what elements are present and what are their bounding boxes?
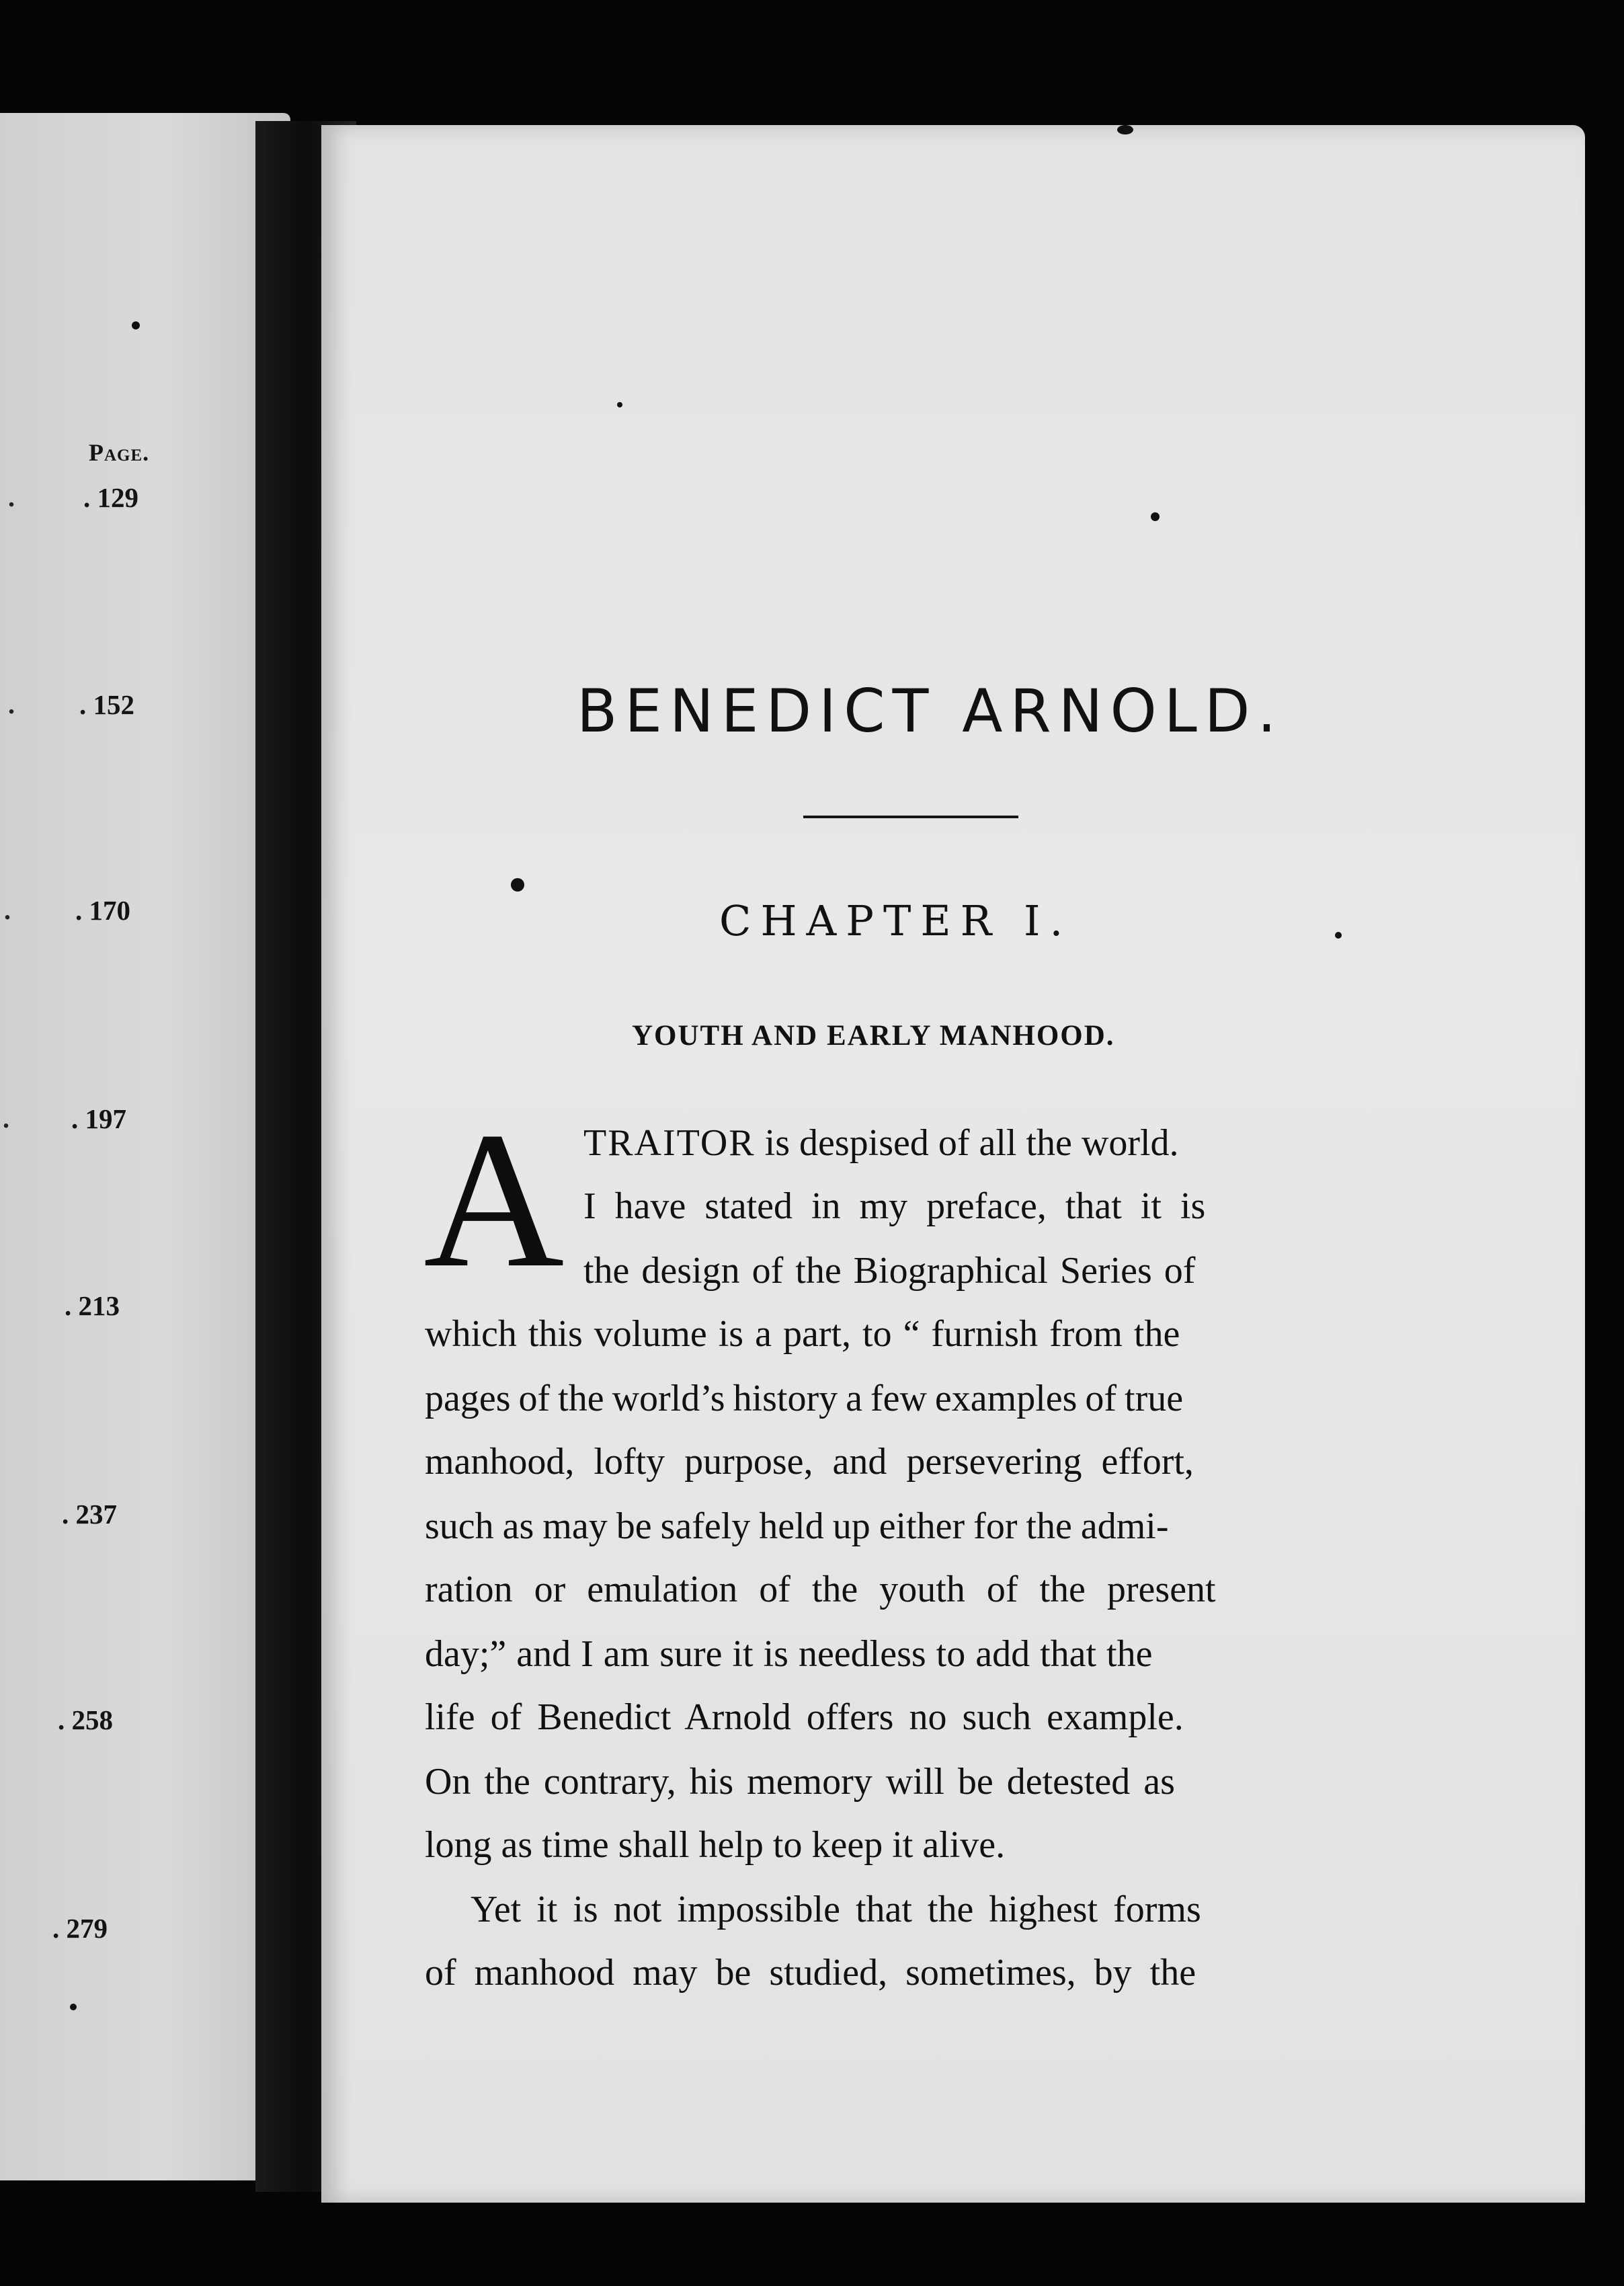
toc-page-number: . 279	[52, 1913, 108, 1944]
toc-leader-dot: .	[3, 1103, 9, 1134]
toc-page-number: . 197	[71, 1103, 126, 1134]
paragraph-line: long as time shall help to keep it alive.	[425, 1824, 1006, 1866]
paragraph-line: manhood, lofty purpose, and persevering effort,	[425, 1441, 1194, 1483]
toc-leader-dot: .	[8, 482, 15, 512]
paragraph-line	[583, 1124, 1179, 1162]
ink-speck	[1117, 125, 1133, 134]
paragraph-line: pages of the world’s history a few examples of true	[425, 1378, 1184, 1419]
toc-page-heading: Page.	[89, 439, 150, 466]
ink-speck	[511, 878, 524, 892]
left-page	[0, 113, 290, 2180]
ink-speck	[70, 2004, 77, 2010]
toc-leader-dot: .	[4, 895, 11, 925]
toc-page-number: . 152	[79, 689, 134, 720]
ink-speck	[1335, 932, 1342, 939]
toc-page-number: . 258	[58, 1704, 113, 1735]
toc-page-number: . 170	[75, 895, 130, 926]
toc-page-number: . 129	[83, 482, 138, 513]
chapter-heading: CHAPTER I.	[719, 896, 1073, 945]
paragraph-line: On the contrary, his memory will be detested as	[425, 1761, 1175, 1803]
paragraph-line: ration or emulation of the youth of the present	[425, 1569, 1216, 1610]
chapter-subtitle: YOUTH AND EARLY MANHOOD.	[632, 1020, 1115, 1052]
toc-page-number: . 237	[62, 1499, 117, 1530]
drop-cap: A	[423, 1092, 565, 1308]
ink-speck	[132, 321, 140, 329]
paragraph-line: life of Benedict Arnold offers no such example.	[425, 1696, 1184, 1738]
ink-speck	[1151, 512, 1160, 521]
lead-word: TRAITOR	[583, 1122, 756, 1164]
toc-leader-dot: .	[8, 689, 15, 719]
paragraph-line: day;” and I am sure it is needless to add that the	[425, 1633, 1153, 1675]
paragraph-line: Yet it is not impossible that the highest forms	[471, 1889, 1201, 1930]
paragraph-line: the design of the Biographical Series of	[583, 1250, 1196, 1292]
book-title: BENEDICT ARNOLD.	[577, 676, 1284, 746]
paragraph-line: which this volume is a part, to “ furnish from the	[425, 1313, 1180, 1355]
paragraph-line: of manhood may be studied, sometimes, by the	[425, 1952, 1196, 1994]
title-rule	[803, 816, 1018, 818]
line-text: is despised of all the world.	[755, 1122, 1179, 1164]
toc-page-number: . 213	[65, 1290, 120, 1321]
paragraph-line: such as may be safely held up either for the admi-	[425, 1505, 1169, 1547]
paragraph-line: I have stated in my preface, that it is	[583, 1185, 1206, 1227]
ink-speck	[617, 402, 622, 407]
